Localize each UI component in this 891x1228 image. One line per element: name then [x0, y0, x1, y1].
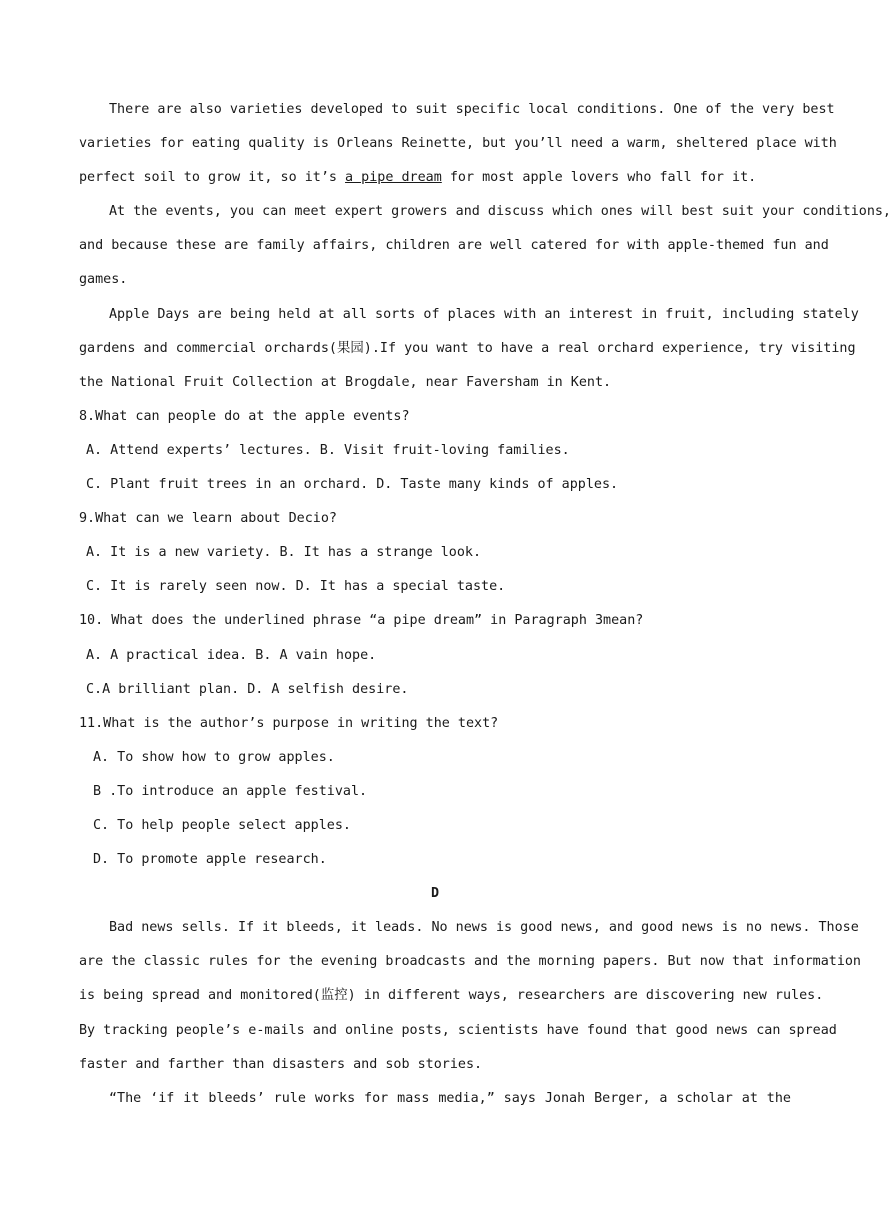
- answer-option-d: D. To promote apple research.: [93, 852, 327, 868]
- paragraph-line: and because these are family affairs, children are well catered for with apple-themed fun and: [79, 238, 829, 254]
- paragraph-line: varieties for eating quality is Orleans Reinette, but you’ll need a warm, sheltered place with: [79, 136, 837, 152]
- answer-options: A. Attend experts’ lectures. B. Visit fruit-loving families.: [86, 442, 570, 458]
- text-segment: perfect soil to grow it, so it’s: [79, 170, 346, 186]
- paragraph-line: There are also varieties developed to suit specific local conditions. One of the very best: [109, 102, 835, 117]
- paragraph-line: At the events, you can meet expert growers and discuss which ones will best suit your conditions,: [109, 204, 891, 220]
- underlined-phrase: a pipe dream: [345, 170, 442, 186]
- answer-options: A. It is a new variety. B. It has a strange look.: [86, 545, 482, 561]
- section-heading: D: [430, 886, 440, 902]
- paragraph-line: games.: [79, 272, 128, 288]
- paragraph-line: faster and farther than disasters and sob stories.: [79, 1056, 483, 1072]
- text-segment: for most apple lovers who fall for it.: [441, 170, 757, 186]
- document-page: [79, 93, 891, 1116]
- paragraph-line: Bad news sells. If it bleeds, it leads. No news is good news, and good news is no news. Those: [109, 920, 859, 936]
- question-stem: 10. What does the underlined phrase “a pipe dream” in Paragraph 3mean?: [79, 613, 644, 629]
- answer-option-a: A. To show how to grow apples.: [93, 749, 335, 765]
- answer-options: A. A practical idea. B. A vain hope.: [86, 647, 377, 663]
- question-stem: 11.What is the author’s purpose in writing the text?: [79, 715, 499, 731]
- answer-option-c: C. To help people select apples.: [93, 817, 351, 833]
- answer-options: C. It is rarely seen now. D. It has a special taste.: [86, 579, 506, 595]
- question-stem: 8.What can people do at the apple events?: [79, 408, 410, 424]
- paragraph-line: “The ‘if it bleeds’ rule works for mass media,” says Jonah Berger, a scholar at the: [109, 1090, 791, 1106]
- paragraph-line: Apple Days are being held at all sorts of places with an interest in fruit, including stately: [109, 306, 859, 322]
- paragraph-line: By tracking people’s e-mails and online posts, scientists have found that good news can spread: [79, 1022, 837, 1038]
- answer-options: C.A brilliant plan. D. A selfish desire.: [86, 681, 409, 697]
- paragraph-line: [79, 161, 791, 195]
- answer-option-b: B .To introduce an apple festival.: [93, 783, 368, 799]
- paragraph-line: gardens and commercial orchards(果园).If you want to have a real orchard experience, try visiting: [79, 340, 856, 356]
- paragraph-line: the National Fruit Collection at Brogdale, near Faversham in Kent.: [79, 374, 612, 390]
- answer-options: C. Plant fruit trees in an orchard. D. Taste many kinds of apples.: [86, 477, 619, 493]
- paragraph-line: is being spread and monitored(监控) in different ways, researchers are discovering new rules.: [79, 988, 824, 1004]
- question-stem: 9.What can we learn about Decio?: [79, 511, 337, 527]
- paragraph-line: are the classic rules for the evening broadcasts and the morning papers. But now that information: [79, 954, 861, 970]
